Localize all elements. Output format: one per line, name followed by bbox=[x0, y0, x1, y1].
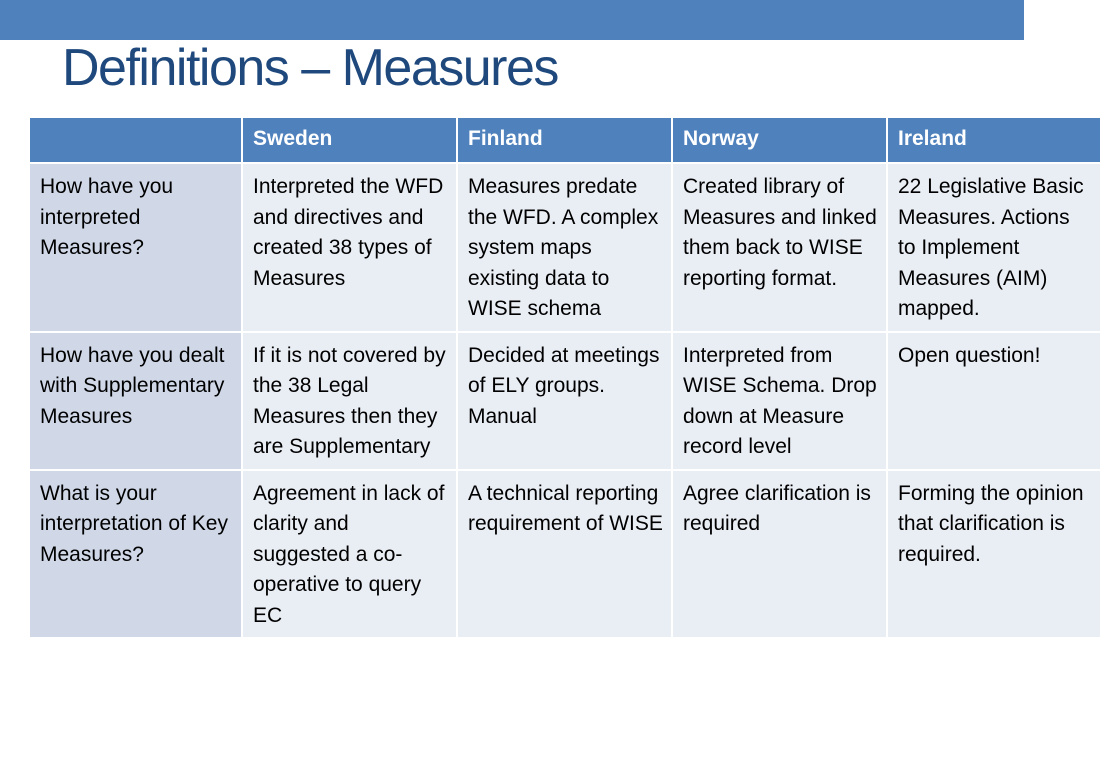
header-cell-empty bbox=[29, 117, 242, 163]
table-cell-norway: Agree clarification is required bbox=[672, 470, 887, 639]
row-question bbox=[29, 332, 242, 470]
row-question-text: How have you dealt with Supplementary Measures bbox=[40, 343, 225, 428]
table-cell-finland: Measures predate the WFD. A complex system maps existing data to WISE schema bbox=[457, 163, 672, 332]
table-cell-finland: A technical reporting requirement of WISE bbox=[457, 470, 672, 639]
row-question-text: How have you interpreted Measures? bbox=[40, 175, 174, 259]
table-cell-sweden: Agreement in lack of clarity and suggested a co-operative to query EC bbox=[242, 470, 457, 639]
header-cell-ireland: Ireland bbox=[887, 117, 1101, 163]
table-row bbox=[29, 332, 1101, 470]
row-question bbox=[29, 163, 242, 332]
table-cell-sweden: If it is not covered by the 38 Legal Measures then they are Supplementary bbox=[242, 332, 457, 470]
table-row bbox=[29, 470, 1101, 639]
row-question-text: What is your interpretation of Key Measures? bbox=[40, 481, 228, 566]
header-cell-finland: Finland bbox=[457, 117, 672, 163]
header-cell-sweden: Sweden bbox=[242, 117, 457, 163]
table-cell-norway: Created library of Measures and linked them back to WISE reporting format. bbox=[672, 163, 887, 332]
page-title: Definitions – Measures bbox=[62, 39, 558, 97]
table-cell-ireland: Open question! bbox=[887, 332, 1101, 470]
top-accent-bar bbox=[0, 0, 1024, 40]
table-cell-ireland: 22 Legislative Basic Measures. Actions to Implement Measures (AIM) mapped. bbox=[887, 163, 1101, 332]
table-cell-finland: Decided at meetings of ELY groups. Manual bbox=[457, 332, 672, 470]
measures-table bbox=[28, 116, 1102, 639]
row-question bbox=[29, 470, 242, 639]
header-cell-norway: Norway bbox=[672, 117, 887, 163]
table-cell-ireland: Forming the opinion that clarification is required. bbox=[887, 470, 1101, 639]
table-header-row bbox=[29, 117, 1101, 163]
table-cell-sweden: Interpreted the WFD and directives and created 38 types of Measures bbox=[242, 163, 457, 332]
table-row bbox=[29, 163, 1101, 332]
table-cell-norway: Interpreted from WISE Schema. Drop down at Measure record level bbox=[672, 332, 887, 470]
